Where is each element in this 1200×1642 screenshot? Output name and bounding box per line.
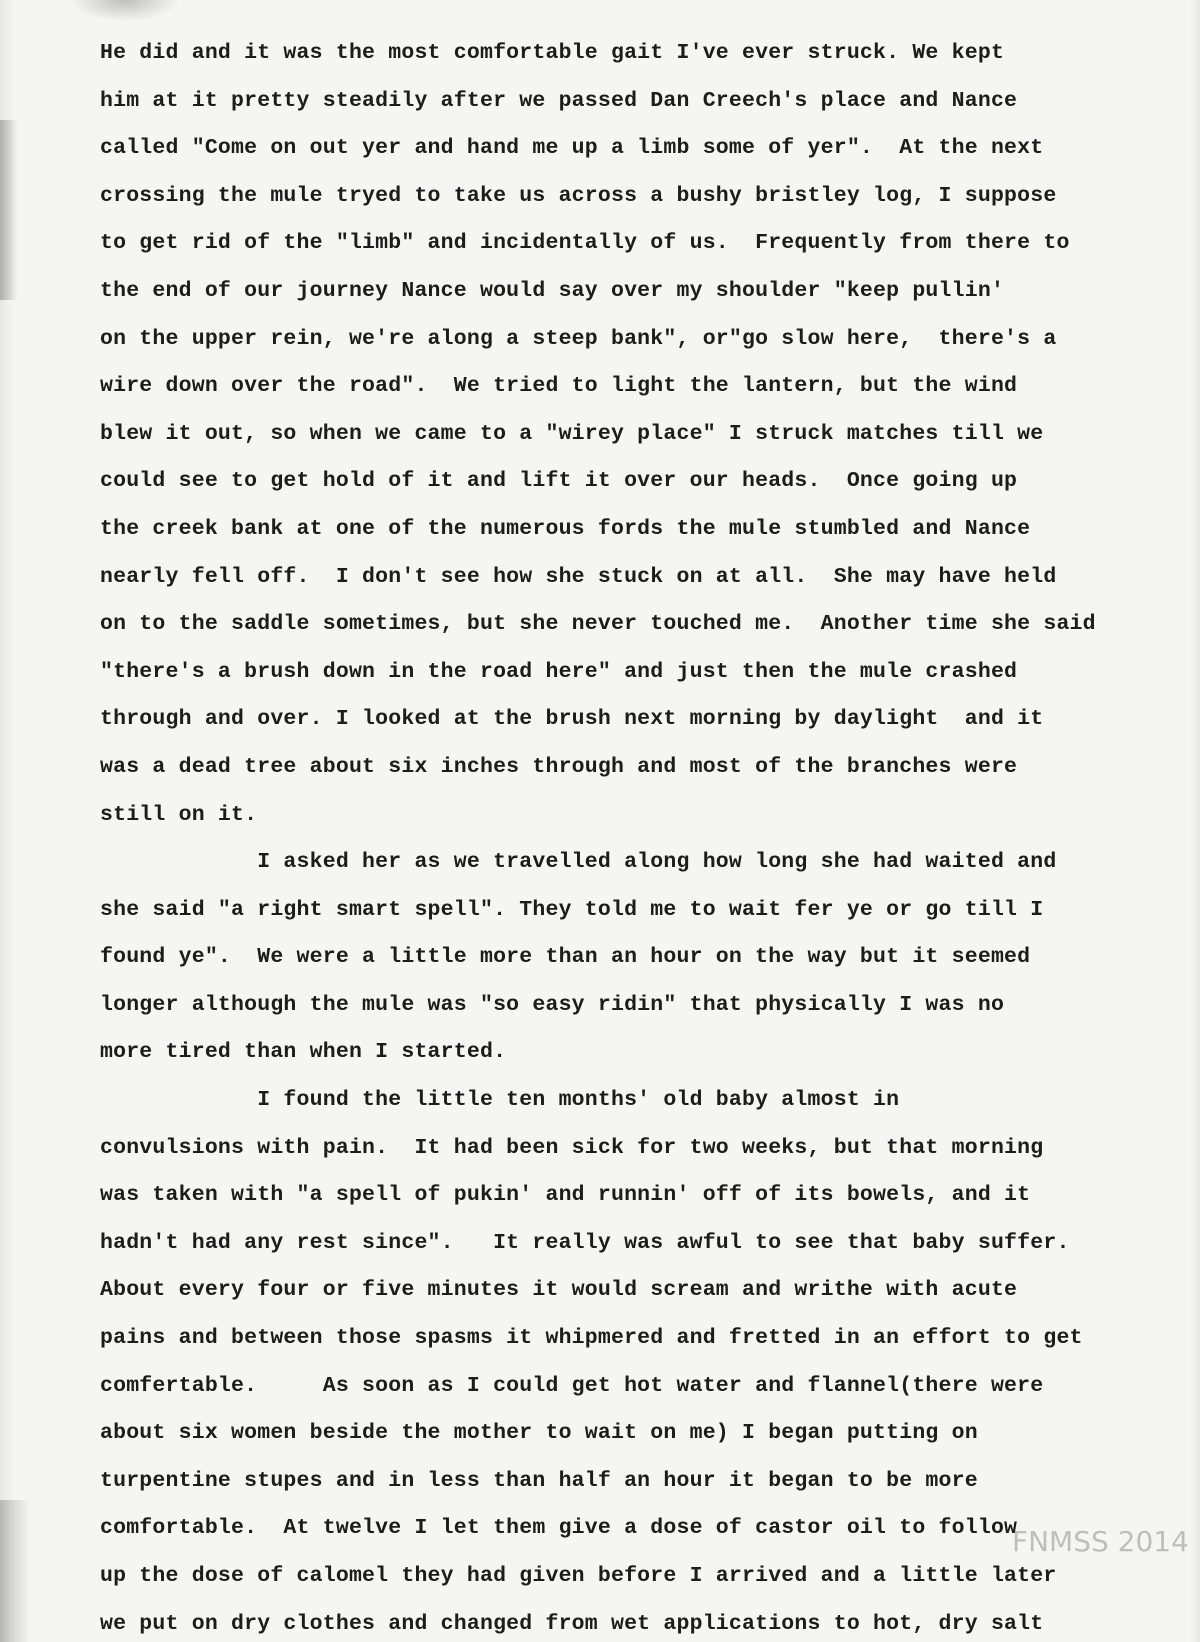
- text-line: up the dose of calomel they had given before I arrived and a little later: [100, 1564, 1057, 1588]
- text-line: wire down over the road". We tried to light the lantern, but the wind: [100, 374, 1018, 399]
- text-line: him at it pretty steadily after we passed Dan Creech's place and Nance: [100, 88, 1018, 113]
- typed-text-body: [100, 30, 1195, 1642]
- text-line: comfortable. At twelve I let them give a dose of castor oil to follow: [100, 1516, 1018, 1541]
- text-line: He did and it was the most comfortable gait I've ever struck. We kept: [100, 41, 1005, 65]
- text-line: the end of our journey Nance would say over my shoulder "keep pullin': [100, 278, 1005, 303]
- text-line: turpentine stupes and in less than half an hour it began to be more: [100, 1468, 978, 1493]
- text-line: the creek bank at one of the numerous fords the mule stumbled and Nance: [100, 516, 1031, 541]
- text-line: crossing the mule tryed to take us across a bushy bristley log, I suppose: [100, 183, 1057, 208]
- text-line: I asked her as we travelled along how long she had waited and: [100, 850, 1057, 875]
- text-line: longer although the mule was "so easy ridin" that physically I was no: [100, 992, 1005, 1017]
- text-line: About every four or five minutes it would scream and writhe with acute: [100, 1278, 1018, 1303]
- text-line: was taken with "a spell of pukin' and runnin' off of its bowels, and it: [100, 1183, 1031, 1208]
- paper-edge-wear: [0, 120, 18, 300]
- text-line: on to the saddle sometimes, but she never touched me. Another time she said: [100, 612, 1096, 637]
- text-line: comfertable. As soon as I could get hot water and flannel(there were: [100, 1373, 1044, 1398]
- text-line: called "Come on out yer and hand me up a limb some of yer". At the next: [100, 136, 1044, 161]
- text-line: blew it out, so when we came to a "wirey place" I struck matches till we: [100, 421, 1044, 446]
- text-line: could see to get hold of it and lift it over our heads. Once going up: [100, 469, 1018, 494]
- archive-watermark: FNMSS 2014: [1012, 1525, 1189, 1558]
- text-line: to get rid of the "limb" and incidentally of us. Frequently from there to: [100, 231, 1070, 256]
- paper-edge-wear: [0, 1500, 30, 1642]
- text-line: she said "a right smart spell". They told me to wait fer ye or go till I: [100, 897, 1044, 922]
- text-line: "there's a brush down in the road here" and just then the mule crashed: [100, 659, 1018, 684]
- text-line: convulsions with pain. It had been sick for two weeks, but that morning: [100, 1135, 1044, 1160]
- text-line: hadn't had any rest since". It really was awful to see that baby suffer.: [100, 1230, 1070, 1255]
- text-line: I found the little ten months' old baby almost in: [100, 1088, 900, 1113]
- text-line: pains and between those spasms it whipmered and fretted in an effort to get: [100, 1326, 1083, 1351]
- text-line: nearly fell off. I don't see how she stuck on at all. She may have held: [100, 564, 1057, 589]
- text-line: we put on dry clothes and changed from wet applications to hot, dry salt: [100, 1611, 1044, 1636]
- paper-edge-wear: [70, 0, 180, 22]
- text-line: was a dead tree about six inches through and most of the branches were: [100, 754, 1018, 779]
- text-line: still on it.: [100, 802, 258, 827]
- text-line: about six women beside the mother to wait on me) I began putting on: [100, 1421, 978, 1446]
- text-line: on the upper rein, we're along a steep bank", or"go slow here, there's a: [100, 326, 1057, 351]
- text-line: more tired than when I started.: [100, 1040, 507, 1065]
- text-line: found ye". We were a little more than an hour on the way but it seemed: [100, 945, 1031, 970]
- text-line: through and over. I looked at the brush next morning by daylight and it: [100, 707, 1044, 732]
